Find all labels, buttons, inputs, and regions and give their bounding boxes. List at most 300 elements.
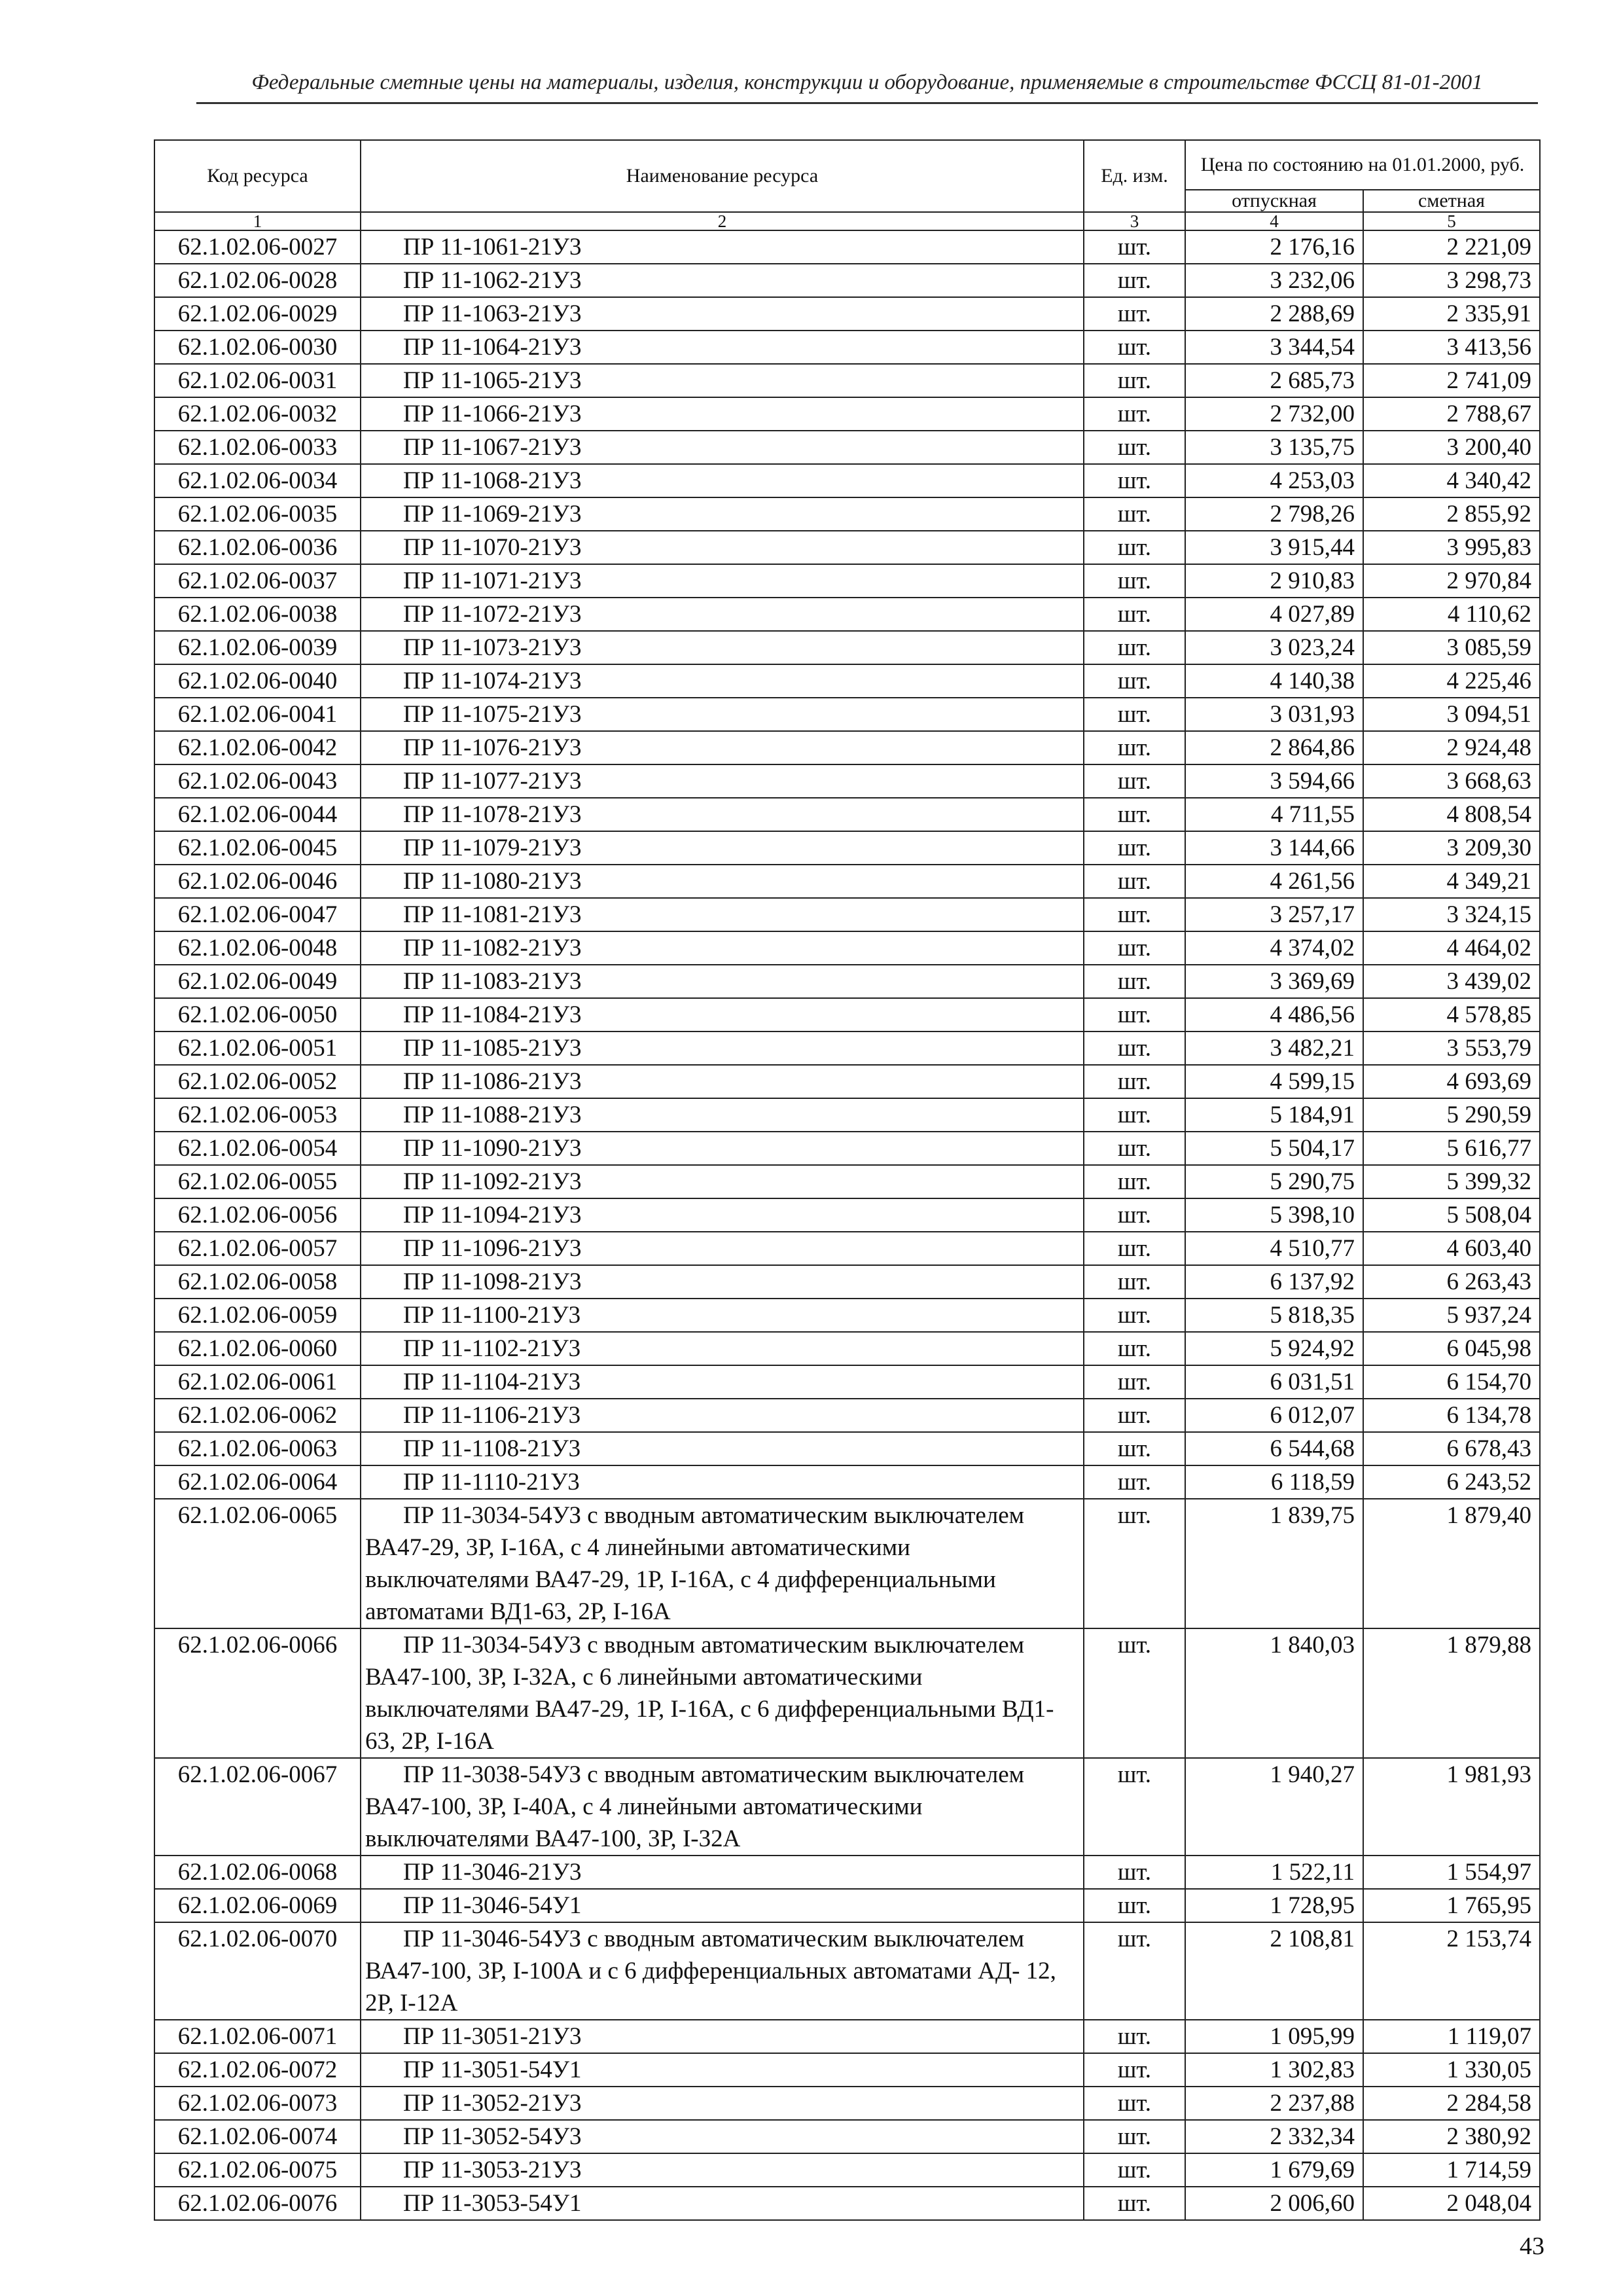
resource-code: 62.1.02.06-0037 [154, 564, 361, 598]
estimate-price: 5 399,32 [1363, 1165, 1540, 1198]
estimate-price: 1 765,95 [1363, 1889, 1540, 1922]
table-row [154, 764, 1540, 798]
table-row [154, 364, 1540, 397]
estimate-price: 6 263,43 [1363, 1265, 1540, 1299]
release-price: 5 398,10 [1185, 1198, 1363, 1232]
resource-code: 62.1.02.06-0074 [154, 2120, 361, 2153]
resource-name-text: ПР 11-1066-21У3 [403, 401, 582, 427]
resource-name [361, 1465, 1084, 1499]
resource-code: 62.1.02.06-0033 [154, 431, 361, 464]
table-row [154, 1031, 1540, 1065]
estimate-price: 1 879,88 [1363, 1628, 1540, 1758]
release-price: 5 504,17 [1185, 1132, 1363, 1165]
table-row [154, 1465, 1540, 1499]
header-release: отпускная [1185, 190, 1363, 212]
resource-name-text: ПР 11-3053-54У1 [403, 2190, 582, 2217]
unit: шт. [1084, 531, 1185, 564]
resource-name-text: ПР 11-1081-21У3 [403, 901, 582, 928]
resource-code: 62.1.02.06-0044 [154, 798, 361, 831]
unit: шт. [1084, 1332, 1185, 1365]
resource-code: 62.1.02.06-0057 [154, 1232, 361, 1265]
unit: шт. [1084, 998, 1185, 1031]
resource-name-text: ПР 11-1061-21У3 [403, 234, 582, 260]
table-row [154, 464, 1540, 497]
table-row [154, 698, 1540, 731]
resource-name [361, 1399, 1084, 1432]
release-price: 2 732,00 [1185, 397, 1363, 431]
table-row [154, 1299, 1540, 1332]
unit: шт. [1084, 1198, 1185, 1232]
header-unit: Ед. изм. [1084, 140, 1185, 212]
table-row [154, 297, 1540, 331]
release-price: 4 599,15 [1185, 1065, 1363, 1098]
table-row [154, 264, 1540, 297]
estimate-price: 3 413,56 [1363, 331, 1540, 364]
resource-name-text: ПР 11-3034-54УЗ с вводным автоматическим выключателем ВА47-100, 3Р, I-32А, с 6 линейными автоматическими выключателями ВА47-29, 1Р, I-16А, с 6 дифференциальными ВД1- 63, 2Р, I-16А [365, 1632, 1054, 1755]
resource-code: 62.1.02.06-0045 [154, 831, 361, 865]
unit: шт. [1084, 698, 1185, 731]
release-price: 4 261,56 [1185, 865, 1363, 898]
resource-name-text: ПР 11-1062-21У3 [403, 267, 582, 294]
unit: шт. [1084, 331, 1185, 364]
resource-name-text: ПР 11-1069-21У3 [403, 501, 582, 528]
release-price: 4 486,56 [1185, 998, 1363, 1031]
table-row [154, 1098, 1540, 1132]
table-row [154, 798, 1540, 831]
resource-code: 62.1.02.06-0067 [154, 1758, 361, 1856]
release-price: 4 711,55 [1185, 798, 1363, 831]
table-row [154, 1165, 1540, 1198]
unit: шт. [1084, 1399, 1185, 1432]
header-name: Наименование ресурса [361, 140, 1084, 212]
unit: шт. [1084, 1232, 1185, 1265]
release-price: 3 031,93 [1185, 698, 1363, 731]
resource-name-text: ПР 11-1082-21У3 [403, 935, 582, 961]
release-price: 3 594,66 [1185, 764, 1363, 798]
table-row [154, 1922, 1540, 2020]
page-number: 43 [1520, 2233, 1544, 2260]
table-row [154, 1758, 1540, 1856]
table-row [154, 664, 1540, 698]
release-price: 1 095,99 [1185, 2020, 1363, 2053]
resource-name-text: ПР 11-1079-21У3 [403, 834, 582, 861]
unit: шт. [1084, 865, 1185, 898]
unit: шт. [1084, 2053, 1185, 2087]
resource-name-text: ПР 11-1080-21У3 [403, 868, 582, 895]
estimate-price: 5 290,59 [1363, 1098, 1540, 1132]
resource-code: 62.1.02.06-0053 [154, 1098, 361, 1132]
table-row [154, 2087, 1540, 2120]
resource-code: 62.1.02.06-0030 [154, 331, 361, 364]
resource-name-text: ПР 11-1086-21У3 [403, 1068, 582, 1095]
table-row [154, 397, 1540, 431]
resource-name [361, 664, 1084, 698]
resource-code: 62.1.02.06-0042 [154, 731, 361, 764]
table-row [154, 431, 1540, 464]
unit: шт. [1084, 1499, 1185, 1628]
resource-name [361, 1365, 1084, 1399]
resource-name-text: ПР 11-3052-54У3 [403, 2123, 582, 2150]
resource-name [361, 998, 1084, 1031]
resource-name [361, 464, 1084, 497]
release-price: 6 118,59 [1185, 1465, 1363, 1499]
resource-name [361, 1432, 1084, 1465]
resource-name-text: ПР 11-1100-21У3 [403, 1302, 581, 1329]
resource-name [361, 1265, 1084, 1299]
header-price-group: Цена по состоянию на 01.01.2000, руб. [1185, 140, 1540, 190]
resource-name-text: ПР 11-1090-21У3 [403, 1135, 582, 1162]
table-row [154, 1432, 1540, 1465]
resource-name [361, 230, 1084, 264]
resource-name [361, 1922, 1084, 2020]
table-row [154, 1628, 1540, 1758]
unit: шт. [1084, 931, 1185, 965]
unit: шт. [1084, 831, 1185, 865]
column-number: 4 [1185, 212, 1363, 230]
unit: шт. [1084, 2153, 1185, 2187]
header-estimate: сметная [1363, 190, 1540, 212]
resource-name [361, 931, 1084, 965]
resource-name-text: ПР 11-1088-21У3 [403, 1102, 582, 1128]
table-row [154, 998, 1540, 1031]
table-row [154, 831, 1540, 865]
release-price: 1 839,75 [1185, 1499, 1363, 1628]
resource-code: 62.1.02.06-0065 [154, 1499, 361, 1628]
resource-code: 62.1.02.06-0047 [154, 898, 361, 931]
unit: шт. [1084, 1465, 1185, 1499]
estimate-price: 2 788,67 [1363, 397, 1540, 431]
table-row [154, 2187, 1540, 2220]
resource-name-text: ПР 11-3051-54У1 [403, 2056, 582, 2083]
estimate-price: 3 085,59 [1363, 631, 1540, 664]
estimate-price: 3 209,30 [1363, 831, 1540, 865]
resource-name-text: ПР 11-1064-21У3 [403, 334, 582, 361]
release-price: 3 144,66 [1185, 831, 1363, 865]
unit: шт. [1084, 2120, 1185, 2153]
table-row [154, 497, 1540, 531]
release-price: 1 728,95 [1185, 1889, 1363, 1922]
estimate-price: 3 553,79 [1363, 1031, 1540, 1065]
unit: шт. [1084, 364, 1185, 397]
release-price: 3 257,17 [1185, 898, 1363, 931]
table-row [154, 1399, 1540, 1432]
unit: шт. [1084, 798, 1185, 831]
estimate-price: 6 154,70 [1363, 1365, 1540, 1399]
release-price: 2 006,60 [1185, 2187, 1363, 2220]
resource-name [361, 764, 1084, 798]
release-price: 6 137,92 [1185, 1265, 1363, 1299]
release-price: 2 332,34 [1185, 2120, 1363, 2153]
estimate-price: 1 714,59 [1363, 2153, 1540, 2187]
release-price: 4 510,77 [1185, 1232, 1363, 1265]
resource-code: 62.1.02.06-0068 [154, 1856, 361, 1889]
resource-name [361, 1165, 1084, 1198]
release-price: 6 031,51 [1185, 1365, 1363, 1399]
estimate-price: 5 616,77 [1363, 1132, 1540, 1165]
resource-code: 62.1.02.06-0066 [154, 1628, 361, 1758]
resource-code: 62.1.02.06-0058 [154, 1265, 361, 1299]
estimate-price: 4 808,54 [1363, 798, 1540, 831]
resource-name [361, 1198, 1084, 1232]
column-number: 1 [154, 212, 361, 230]
resource-name-text: ПР 11-1108-21У3 [403, 1435, 581, 1462]
table-row [154, 2020, 1540, 2053]
resource-code: 62.1.02.06-0072 [154, 2053, 361, 2087]
resource-name [361, 2053, 1084, 2087]
resource-code: 62.1.02.06-0069 [154, 1889, 361, 1922]
estimate-price: 2 741,09 [1363, 364, 1540, 397]
unit: шт. [1084, 264, 1185, 297]
resource-name-text: ПР 11-1078-21У3 [403, 801, 582, 828]
estimate-price: 3 439,02 [1363, 965, 1540, 998]
resource-code: 62.1.02.06-0050 [154, 998, 361, 1031]
resource-name-text: ПР 11-1085-21У3 [403, 1035, 582, 1062]
unit: шт. [1084, 431, 1185, 464]
table-row [154, 931, 1540, 965]
resource-code: 62.1.02.06-0036 [154, 531, 361, 564]
unit: шт. [1084, 1299, 1185, 1332]
resource-name-text: ПР 11-1071-21У3 [403, 567, 582, 594]
resource-name-text: ПР 11-1077-21У3 [403, 768, 582, 795]
resource-name-text: ПР 11-1073-21У3 [403, 634, 582, 661]
release-price: 5 184,91 [1185, 1098, 1363, 1132]
estimate-price: 2 924,48 [1363, 731, 1540, 764]
unit: шт. [1084, 965, 1185, 998]
estimate-price: 1 554,97 [1363, 1856, 1540, 1889]
resource-code: 62.1.02.06-0055 [154, 1165, 361, 1198]
release-price: 4 374,02 [1185, 931, 1363, 965]
resource-name-text: ПР 11-3034-54УЗ с вводным автоматическим выключателем ВА47-29, 3Р, I-16А, с 4 линейными автоматическими выключателями ВА47-29, 1Р, I-16А, с 4 дифференциальными автоматами ВД1-63, 2Р, I-16А [365, 1502, 1025, 1625]
resource-name [361, 564, 1084, 598]
resource-code: 62.1.02.06-0049 [154, 965, 361, 998]
resource-code: 62.1.02.06-0075 [154, 2153, 361, 2187]
resource-code: 62.1.02.06-0063 [154, 1432, 361, 1465]
resource-name [361, 831, 1084, 865]
resource-code: 62.1.02.06-0061 [154, 1365, 361, 1399]
unit: шт. [1084, 2020, 1185, 2053]
estimate-price: 3 298,73 [1363, 264, 1540, 297]
resource-name [361, 1332, 1084, 1365]
resource-name [361, 731, 1084, 764]
resource-name [361, 1031, 1084, 1065]
header-code: Код ресурса [154, 140, 361, 212]
table-row [154, 598, 1540, 631]
page-header: Федеральные сметные цены на материалы, изделия, конструкции и оборудование, применяемые в строительстве ФССЦ 81-01-2001 [251, 71, 1483, 94]
unit: шт. [1084, 1098, 1185, 1132]
release-price: 5 290,75 [1185, 1165, 1363, 1198]
resource-name [361, 2120, 1084, 2153]
unit: шт. [1084, 1132, 1185, 1165]
release-price: 4 027,89 [1185, 598, 1363, 631]
resource-name [361, 531, 1084, 564]
resource-code: 62.1.02.06-0041 [154, 698, 361, 731]
estimate-price: 2 335,91 [1363, 297, 1540, 331]
estimate-price: 2 855,92 [1363, 497, 1540, 531]
estimate-price: 6 678,43 [1363, 1432, 1540, 1465]
estimate-price: 2 284,58 [1363, 2087, 1540, 2120]
estimate-price: 4 603,40 [1363, 1232, 1540, 1265]
release-price: 3 915,44 [1185, 531, 1363, 564]
estimate-price: 1 981,93 [1363, 1758, 1540, 1856]
resource-code: 62.1.02.06-0031 [154, 364, 361, 397]
release-price: 2 910,83 [1185, 564, 1363, 598]
release-price: 6 012,07 [1185, 1399, 1363, 1432]
estimate-price: 4 340,42 [1363, 464, 1540, 497]
unit: шт. [1084, 1031, 1185, 1065]
resource-name-text: ПР 11-3052-21У3 [403, 2090, 582, 2117]
estimate-price: 5 937,24 [1363, 1299, 1540, 1332]
unit: шт. [1084, 731, 1185, 764]
resource-name [361, 1132, 1084, 1165]
estimate-price: 1 330,05 [1363, 2053, 1540, 2087]
release-price: 3 232,06 [1185, 264, 1363, 297]
resource-name [361, 798, 1084, 831]
release-price: 1 679,69 [1185, 2153, 1363, 2187]
resource-code: 62.1.02.06-0070 [154, 1922, 361, 2020]
resource-name-text: ПР 11-3038-54УЗ с вводным автоматическим выключателем ВА47-100, 3Р, I-40А, с 4 линейными автоматическими выключателями ВА47-100, 3Р, I-32А [365, 1761, 1025, 1852]
release-price: 2 237,88 [1185, 2087, 1363, 2120]
resource-name-text: ПР 11-1063-21У3 [403, 300, 582, 327]
resource-name [361, 2087, 1084, 2120]
unit: шт. [1084, 1065, 1185, 1098]
resource-name-text: ПР 11-1074-21У3 [403, 668, 582, 694]
resource-name [361, 965, 1084, 998]
resource-name-text: ПР 11-1094-21У3 [403, 1202, 582, 1229]
release-price: 4 140,38 [1185, 664, 1363, 698]
table-row [154, 1889, 1540, 1922]
resource-name [361, 264, 1084, 297]
table-row [154, 965, 1540, 998]
unit: шт. [1084, 230, 1185, 264]
resource-name-text: ПР 11-1106-21У3 [403, 1402, 581, 1429]
estimate-price: 3 200,40 [1363, 431, 1540, 464]
table-row [154, 1856, 1540, 1889]
resource-name [361, 431, 1084, 464]
resource-code: 62.1.02.06-0028 [154, 264, 361, 297]
unit: шт. [1084, 497, 1185, 531]
resource-name-text: ПР 11-1065-21У3 [403, 367, 582, 394]
estimate-price: 6 243,52 [1363, 1465, 1540, 1499]
table-body [154, 230, 1540, 2220]
resource-name-text: ПР 11-1076-21У3 [403, 734, 582, 761]
resource-name-text: ПР 11-3053-21У3 [403, 2157, 582, 2183]
resource-code: 62.1.02.06-0076 [154, 2187, 361, 2220]
resource-code: 62.1.02.06-0060 [154, 1332, 361, 1365]
column-number: 3 [1084, 212, 1185, 230]
resource-name-text: ПР 11-1092-21У3 [403, 1168, 582, 1195]
resource-code: 62.1.02.06-0062 [154, 1399, 361, 1432]
column-number: 2 [361, 212, 1084, 230]
estimate-price: 4 578,85 [1363, 998, 1540, 1031]
resource-code: 62.1.02.06-0035 [154, 497, 361, 531]
release-price: 3 482,21 [1185, 1031, 1363, 1065]
resource-name [361, 1232, 1084, 1265]
release-price: 3 023,24 [1185, 631, 1363, 664]
release-price: 2 864,86 [1185, 731, 1363, 764]
release-price: 3 344,54 [1185, 331, 1363, 364]
header-rule [196, 102, 1538, 104]
table-row [154, 564, 1540, 598]
release-price: 2 798,26 [1185, 497, 1363, 531]
column-number: 5 [1363, 212, 1540, 230]
resource-name [361, 865, 1084, 898]
table-row [154, 898, 1540, 931]
resource-name [361, 1299, 1084, 1332]
resource-name [361, 1098, 1084, 1132]
unit: шт. [1084, 764, 1185, 798]
estimate-price: 1 119,07 [1363, 2020, 1540, 2053]
resource-code: 62.1.02.06-0048 [154, 931, 361, 965]
table-row [154, 1198, 1540, 1232]
unit: шт. [1084, 1365, 1185, 1399]
resource-name-text: ПР 11-3046-54У1 [403, 1892, 582, 1919]
table-row [154, 2053, 1540, 2087]
unit: шт. [1084, 598, 1185, 631]
unit: шт. [1084, 1628, 1185, 1758]
resource-name [361, 2187, 1084, 2220]
resource-name [361, 1499, 1084, 1628]
estimate-price: 3 094,51 [1363, 698, 1540, 731]
resource-code: 62.1.02.06-0029 [154, 297, 361, 331]
resource-code: 62.1.02.06-0056 [154, 1198, 361, 1232]
resource-name [361, 898, 1084, 931]
price-table [154, 139, 1541, 2221]
resource-name-text: ПР 11-1104-21У3 [403, 1369, 581, 1395]
resource-code: 62.1.02.06-0040 [154, 664, 361, 698]
unit: шт. [1084, 1889, 1185, 1922]
resource-name [361, 2153, 1084, 2187]
table-row [154, 1065, 1540, 1098]
unit: шт. [1084, 297, 1185, 331]
release-price: 2 685,73 [1185, 364, 1363, 397]
estimate-price: 5 508,04 [1363, 1198, 1540, 1232]
unit: шт. [1084, 1165, 1185, 1198]
resource-name [361, 1889, 1084, 1922]
resource-name-text: ПР 11-1098-21У3 [403, 1268, 582, 1295]
table-row [154, 1365, 1540, 1399]
resource-code: 62.1.02.06-0071 [154, 2020, 361, 2053]
estimate-price: 6 134,78 [1363, 1399, 1540, 1432]
resource-name-text: ПР 11-1070-21У3 [403, 534, 582, 561]
estimate-price: 2 380,92 [1363, 2120, 1540, 2153]
resource-name [361, 698, 1084, 731]
estimate-price: 2 970,84 [1363, 564, 1540, 598]
estimate-price: 4 110,62 [1363, 598, 1540, 631]
resource-code: 62.1.02.06-0032 [154, 397, 361, 431]
resource-name [361, 331, 1084, 364]
release-price: 1 302,83 [1185, 2053, 1363, 2087]
estimate-price: 6 045,98 [1363, 1332, 1540, 1365]
resource-code: 62.1.02.06-0034 [154, 464, 361, 497]
resource-name-text: ПР 11-3051-21У3 [403, 2023, 582, 2050]
release-price: 2 176,16 [1185, 230, 1363, 264]
table-row [154, 531, 1540, 564]
release-price: 2 108,81 [1185, 1922, 1363, 2020]
estimate-price: 4 464,02 [1363, 931, 1540, 965]
resource-name-text: ПР 11-3046-21У3 [403, 1859, 582, 1886]
resource-name-text: ПР 11-1068-21У3 [403, 467, 582, 494]
table-row [154, 230, 1540, 264]
resource-name [361, 297, 1084, 331]
resource-name-text: ПР 11-1083-21У3 [403, 968, 582, 995]
table-row [154, 331, 1540, 364]
resource-name-text: ПР 11-1096-21У3 [403, 1235, 582, 1262]
estimate-price: 2 048,04 [1363, 2187, 1540, 2220]
table-row [154, 865, 1540, 898]
estimate-price: 4 225,46 [1363, 664, 1540, 698]
resource-code: 62.1.02.06-0038 [154, 598, 361, 631]
release-price: 3 135,75 [1185, 431, 1363, 464]
